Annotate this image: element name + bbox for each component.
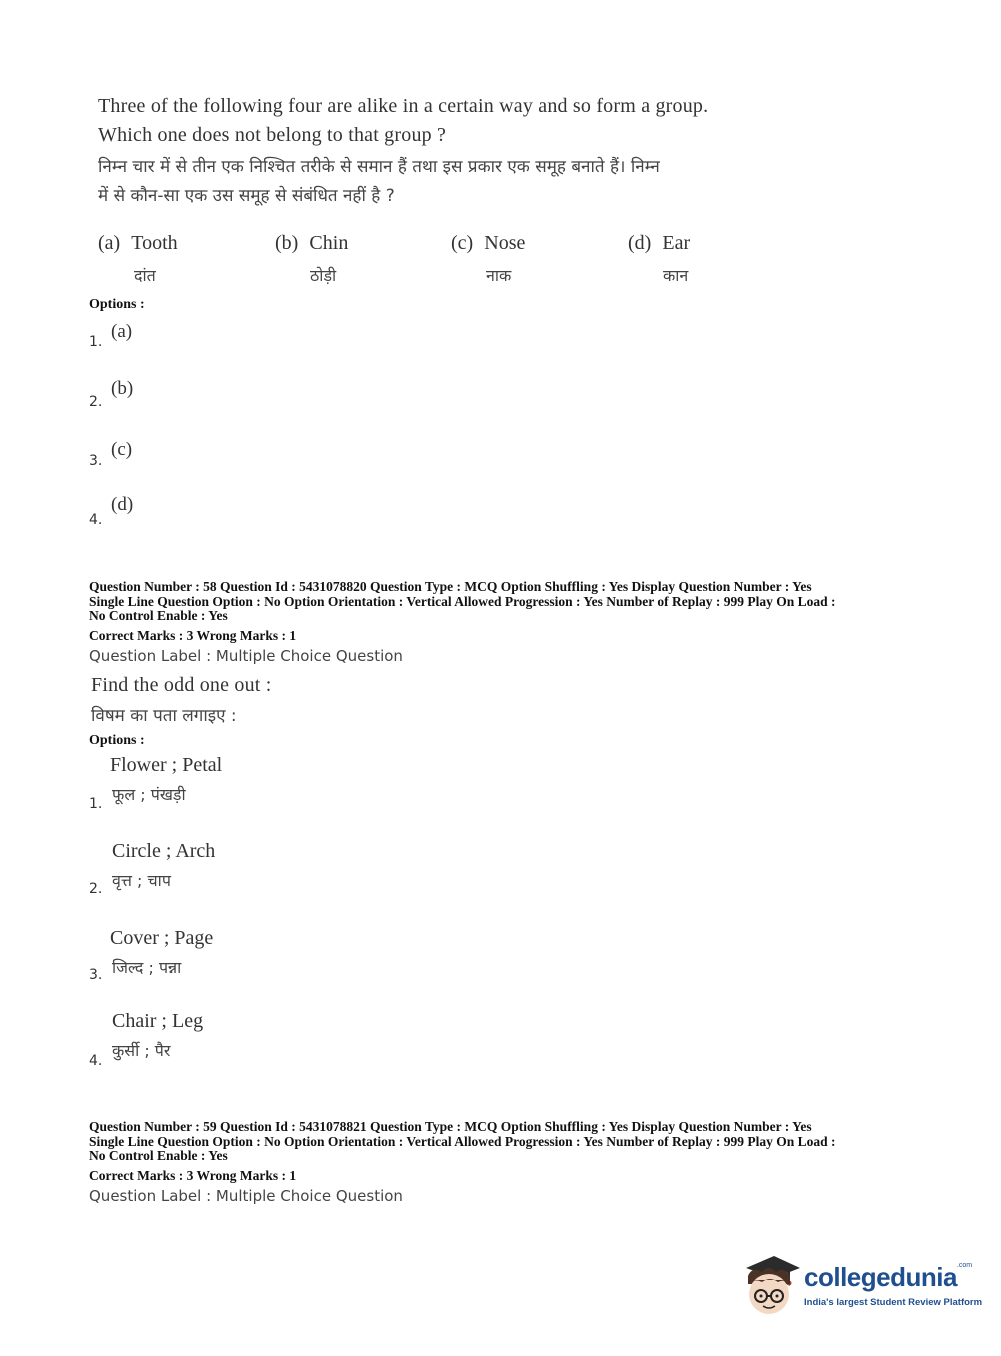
choice-letter: (d) xyxy=(628,232,652,254)
option-number: 3. xyxy=(89,453,103,469)
question-meta-line1: Question Number : 59 Question Id : 5431078821 Question Type : MCQ Option Shuffling : Yes Display Question Number : Yes xyxy=(89,1119,812,1134)
choice-a xyxy=(98,232,178,255)
choice-en: Tooth xyxy=(131,232,178,254)
question-meta-line2: Single Line Question Option : No Option Orientation : Vertical Allowed Progression : Yes Number of Replay : 999 Play On Load : xyxy=(89,1134,836,1149)
choice-b-hi: ठोड़ी xyxy=(310,266,337,285)
option-text-en[interactable]: Circle ; Arch xyxy=(112,840,216,862)
option-text-hi: जिल्द ; पन्ना xyxy=(112,958,182,977)
option-text-en[interactable]: Cover ; Page xyxy=(110,927,214,949)
option-text-en[interactable]: Flower ; Petal xyxy=(110,754,223,776)
logo-suffix: .com xyxy=(956,1262,973,1269)
question-label: Question Label : Multiple Choice Question xyxy=(89,1187,403,1205)
choice-en: Nose xyxy=(484,232,526,254)
question-meta-line3: No Control Enable : Yes xyxy=(89,608,228,623)
logo-name: collegedunia xyxy=(804,1262,957,1292)
option-number: 4. xyxy=(89,512,103,528)
choice-b xyxy=(275,232,348,255)
option-number: 3. xyxy=(89,967,103,983)
option-value[interactable]: (a) xyxy=(111,321,133,342)
choice-letter: (c) xyxy=(451,232,474,254)
choice-d xyxy=(628,232,690,255)
option-value[interactable]: (b) xyxy=(111,378,134,399)
question-text-hi: विषम का पता लगाइए : xyxy=(91,706,237,726)
option-number: 2. xyxy=(89,881,103,897)
question-label: Question Label : Multiple Choice Question xyxy=(89,647,403,665)
choice-letter: (a) xyxy=(98,232,121,254)
option-number: 1. xyxy=(89,796,103,812)
collegedunia-logo xyxy=(740,1250,983,1322)
question-text-en: Find the odd one out : xyxy=(91,674,272,696)
option-value[interactable]: (c) xyxy=(111,439,133,460)
option-text-en[interactable]: Chair ; Leg xyxy=(112,1010,204,1032)
question-text-en-line1: Three of the following four are alike in a certain way and so form a group. xyxy=(98,95,709,117)
question-meta-line2: Single Line Question Option : No Option Orientation : Vertical Allowed Progression : Yes Number of Replay : 999 Play On Load : xyxy=(89,594,836,609)
options-heading: Options : xyxy=(89,297,145,312)
choice-en: Ear xyxy=(662,232,691,254)
choice-c-hi: नाक xyxy=(486,266,512,285)
question-marks: Correct Marks : 3 Wrong Marks : 1 xyxy=(89,628,297,643)
question-text-en-line2: Which one does not belong to that group ? xyxy=(98,124,447,146)
option-number: 1. xyxy=(89,334,103,350)
question-text-hi-line1: निम्न चार में से तीन एक निश्चित तरीके से समान हैं तथा इस प्रकार एक समूह बनाते हैं। निम्न xyxy=(98,157,660,177)
choice-d-hi: कान xyxy=(663,266,689,285)
question-marks: Correct Marks : 3 Wrong Marks : 1 xyxy=(89,1168,297,1183)
options-heading: Options : xyxy=(89,733,145,748)
option-number: 4. xyxy=(89,1053,103,1069)
option-text-hi: कुर्सी ; पैर xyxy=(112,1041,171,1060)
question-meta-line3: No Control Enable : Yes xyxy=(89,1148,228,1163)
choice-letter: (b) xyxy=(275,232,299,254)
option-number: 2. xyxy=(89,394,103,410)
option-text-hi: वृत्त ; चाप xyxy=(112,871,171,890)
question-text-hi-line2: में से कौन-सा एक उस समूह से संबंधित नहीं है ? xyxy=(98,186,395,206)
student-mascot-icon xyxy=(740,1250,802,1318)
option-value[interactable]: (d) xyxy=(111,494,134,515)
choice-en: Chin xyxy=(309,232,349,254)
choice-a-hi: दांत xyxy=(134,266,156,285)
logo-tagline: India's largest Student Review Platform xyxy=(804,1297,983,1308)
option-text-hi: फूल ; पंखड़ी xyxy=(112,785,186,804)
choice-c xyxy=(451,232,525,255)
question-meta-line1: Question Number : 58 Question Id : 5431078820 Question Type : MCQ Option Shuffling : Yes Display Question Number : Yes xyxy=(89,579,812,594)
